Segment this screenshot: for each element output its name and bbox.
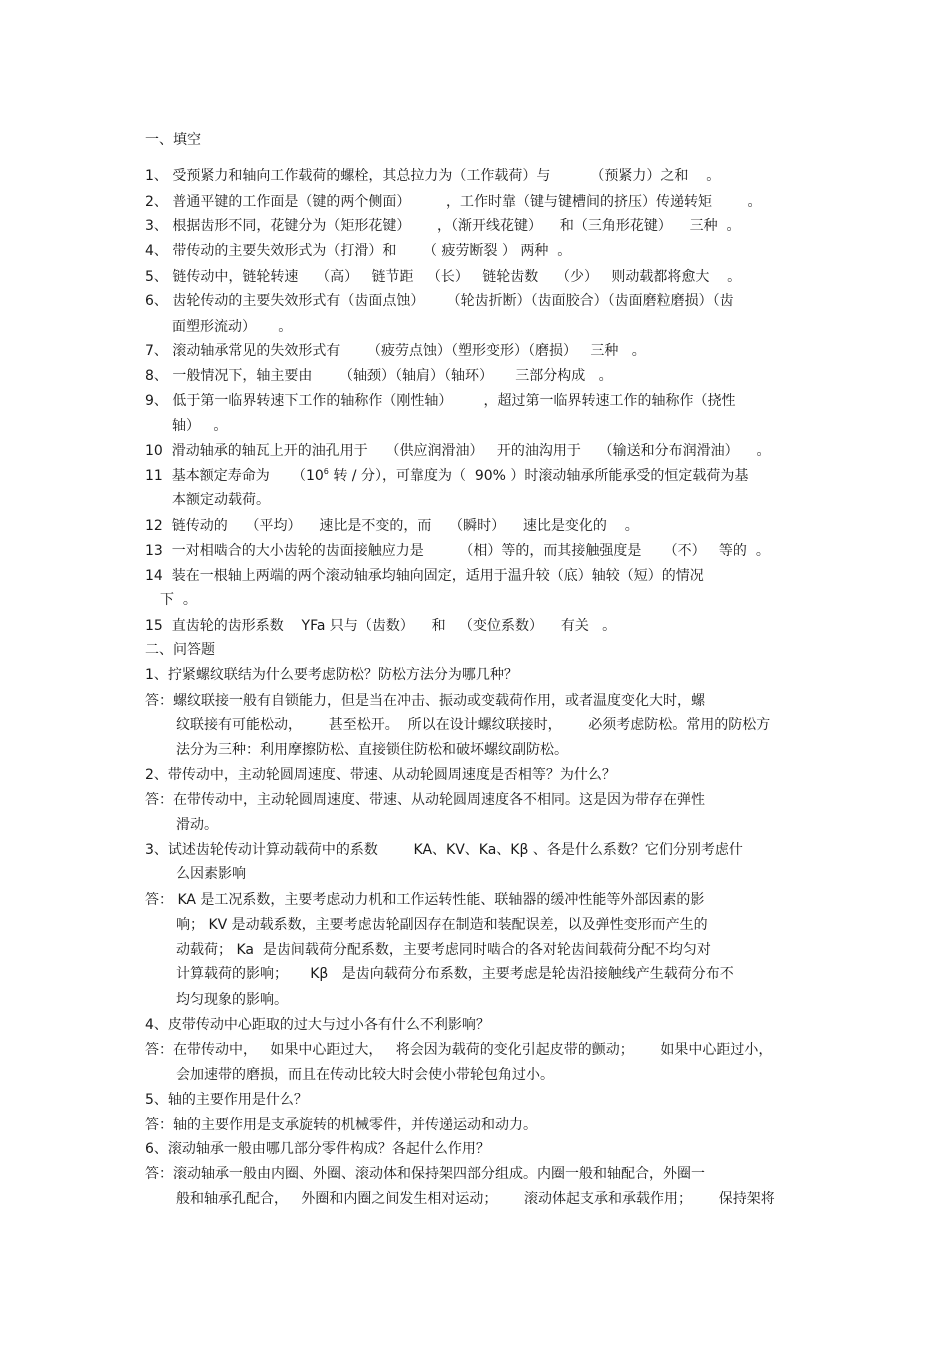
answer-1-line-2: 纹联接有可能松动， 甚至松开。 所以在设计螺纹联接时， 必须考虑防松。常用的防松方 bbox=[176, 717, 771, 733]
answer-1-line-3: 法分为三种：利用摩擦防松、直接锁住防松和破坏螺纹副防松。 bbox=[176, 742, 568, 758]
fill-item-5: 5、 链传动中，链轮转速 （高） 链节距 （长） 链轮齿数 （少） 则动载都将愈大 。 bbox=[145, 269, 742, 285]
fill-item-6-cont: 面塑形流动） 。 bbox=[172, 319, 293, 335]
fill-item-11-a: 11 基本额定寿命为 （10 bbox=[145, 468, 324, 484]
answer-3-line-1: 答： KA 是工况系数，主要考虑动力机和工作运转性能、联轴器的缓冲性能等外部因素的影 bbox=[145, 892, 705, 908]
answer-4-line-2: 会加速带的磨损，而且在传动比较大时会使小带轮包角过小。 bbox=[176, 1067, 554, 1083]
question-3: 3、试述齿轮传动计算动载荷中的系数 KA、KV、Ka、Kβ 、各是什么系数？它们分别考虑什 bbox=[145, 842, 743, 858]
answer-3-line-2: 响； KV 是动载系数，主要考虑齿轮副因存在制造和装配误差，以及弹性变形而产生的 bbox=[176, 917, 708, 933]
question-6: 6、滚动轴承一般由哪几部分零件构成？各起什么作用？ bbox=[145, 1141, 490, 1157]
answer-2-line-1: 答：在带传动中，主动轮圆周速度、带速、从动轮圆周速度各不相同。这是因为带存在弹性 bbox=[145, 792, 705, 808]
fill-item-4: 4、 带传动的主要失效形式为（打滑）和 （ 疲劳断裂 ） 两种 。 bbox=[145, 243, 572, 259]
fill-item-11 bbox=[145, 469, 748, 483]
question-4: 4、皮带传动中心距取的过大与过小各有什么不利影响？ bbox=[145, 1017, 490, 1033]
fill-item-9-cont: 轴） 。 bbox=[172, 418, 228, 434]
answer-5-line-1: 答：轴的主要作用是支承旋转的机械零件，并传递运动和动力。 bbox=[145, 1117, 537, 1133]
answer-6-line-2: 般和轴承孔配合， 外圈和内圈之间发生相对运动； 滚动体起支承和承载作用； 保持架将 bbox=[176, 1191, 775, 1207]
answer-6-line-1: 答：滚动轴承一般由内圈、外圈、滚动体和保持架四部分组成。内圈一般和轴配合，外圈一 bbox=[145, 1166, 705, 1182]
fill-item-10: 10 滑动轴承的轴瓦上开的油孔用于 （供应润滑油） 开的油沟用于 （输送和分布润滑油） 。 bbox=[145, 443, 771, 459]
fill-item-15: 15 直齿轮的齿形系数 YFa 只与（齿数） 和 （变位系数） 有关 。 bbox=[145, 618, 617, 634]
fill-item-11-b: 转 / 分），可靠度为（ 90% ）时滚动轴承所能承受的恒定载荷为基 bbox=[328, 468, 749, 484]
answer-2-line-2: 滑动。 bbox=[176, 817, 218, 833]
fill-item-9: 9、 低于第一临界转速下工作的轴称作（刚性轴） ，超过第一临界转速工作的轴称作（挠性 bbox=[145, 393, 736, 409]
answer-4-line-1: 答：在带传动中， 如果中心距过大， 将会因为载荷的变化引起皮带的颤动； 如果中心距过小， bbox=[145, 1042, 773, 1058]
question-1: 1、拧紧螺纹联结为什么要考虑防松？防松方法分为哪几种？ bbox=[145, 667, 518, 683]
fill-item-2: 2、 普通平键的工作面是（键的两个侧面） ，工作时靠（键与键槽间的挤压）传递转矩 。 bbox=[145, 194, 762, 210]
fill-item-14-cont: 下 。 bbox=[160, 592, 197, 608]
answer-3-line-4: 计算载荷的影响； Kβ 是齿向载荷分布系数，主要考虑是轮齿沿接触线产生载荷分布不 bbox=[176, 966, 734, 982]
question-5: 5、轴的主要作用是什么？ bbox=[145, 1092, 308, 1108]
answer-3-line-3: 动载荷； Ka 是齿间载荷分配系数，主要考虑同时啮合的各对轮齿间载荷分配不均匀对 bbox=[176, 942, 711, 958]
fill-item-13: 13 一对相啮合的大小齿轮的齿面接触应力是 （相）等的，而其接触强度是 （不） 等的 。 bbox=[145, 543, 770, 559]
fill-item-6: 6、 齿轮传动的主要失效形式有（齿面点蚀） （轮齿折断）（齿面胶合）（齿面磨粒磨损）（齿 bbox=[145, 293, 734, 309]
fill-item-7: 7、 滚动轴承常见的失效形式有 （疲劳点蚀）（塑形变形）（磨损） 三种 。 bbox=[145, 343, 646, 359]
fill-item-1: 1、 受预紧力和轴向工作载荷的螺栓，其总拉力为（工作载荷）与 （预紧力）之和 。 bbox=[145, 168, 721, 184]
fill-item-11-cont: 本额定动载荷。 bbox=[172, 492, 270, 508]
fill-item-12: 12 链传动的 （平均） 速比是不变的，而 （瞬时） 速比是变化的 。 bbox=[145, 518, 639, 534]
section-1-title: 一、填空 bbox=[145, 132, 201, 148]
answer-3-line-5: 均匀现象的影响。 bbox=[176, 992, 288, 1008]
question-2: 2、带传动中，主动轮圆周速度、带速、从动轮圆周速度是否相等？为什么？ bbox=[145, 767, 616, 783]
question-3-cont: 么因素影响 bbox=[176, 866, 246, 882]
fill-item-8: 8、 一般情况下，轴主要由 （轴颈）（轴肩）（轴环） 三部分构成 。 bbox=[145, 368, 613, 384]
section-2-title: 二、问答题 bbox=[145, 642, 215, 658]
fill-item-11-sup: 6 bbox=[323, 467, 329, 476]
fill-item-14: 14 装在一根轴上两端的两个滚动轴承均轴向固定，适用于温升较（底）轴较（短）的情况 bbox=[145, 568, 704, 584]
answer-1-line-1: 答：螺纹联接一般有自锁能力，但是当在冲击、振动或变载荷作用，或者温度变化大时，螺 bbox=[145, 693, 705, 709]
fill-item-3: 3、 根据齿形不同，花键分为（矩形花键） ，（渐开线花键） 和（三角形花键） 三种 。 bbox=[145, 218, 741, 234]
